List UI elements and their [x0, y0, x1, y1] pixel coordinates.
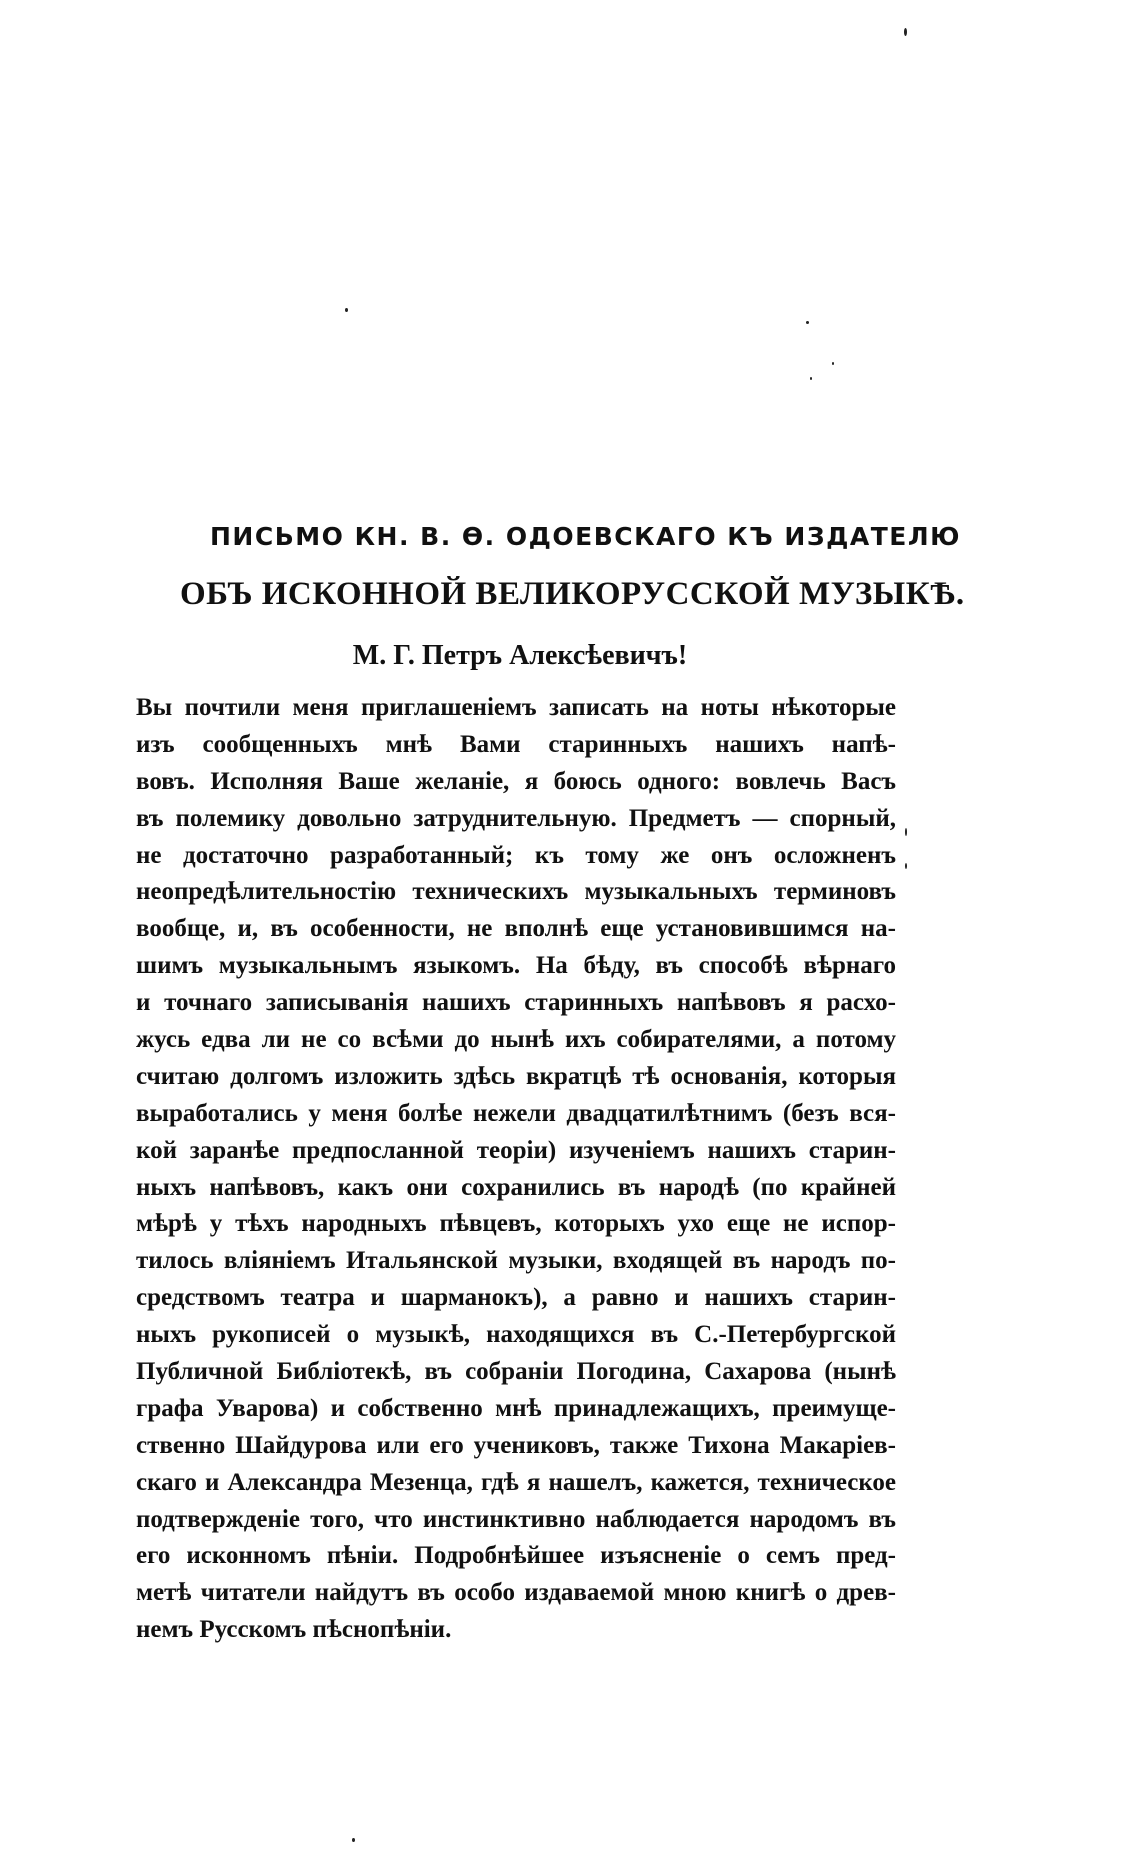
letter-header: ПИСЬМО КН. В. Ѳ. ОДОЕВСКАГО КЪ ИЗДАТЕЛЮ	[210, 522, 961, 551]
print-speck	[352, 1838, 355, 1842]
body-line: не достаточно разработанный; къ тому же онъ осложненъ	[136, 841, 896, 869]
body-line: и точнаго записыванія нашихъ старинныхъ напѣвовъ я расхо-	[136, 989, 896, 1017]
print-speck	[832, 362, 834, 365]
print-speck	[905, 863, 907, 869]
body-line: немъ Русскомъ пѣснопѣніи.	[136, 1616, 452, 1644]
body-line: шимъ музыкальнымъ языкомъ. На бѣду, въ способѣ вѣрнаго	[136, 952, 896, 980]
body-line: мѣрѣ у тѣхъ народныхъ пѣвцевъ, которыхъ ухо еще не испор-	[136, 1210, 896, 1238]
body-line: графа Уварова) и собственно мнѣ принадлежащихъ, преимуще-	[136, 1394, 896, 1422]
body-line: вовъ. Исполняя Ваше желаніе, я боюсь одного: вовлечь Васъ	[136, 767, 896, 795]
print-speck	[806, 321, 809, 324]
salutation: М. Г. Петръ Алексѣевичъ!	[352, 640, 688, 671]
body-line: вообще, и, въ особенности, не вполнѣ еще установившимся на-	[136, 915, 896, 943]
body-line: Публичной Библіотекѣ, въ собраніи Погодина, Сахарова (нынѣ	[136, 1358, 896, 1386]
body-line: Вы почтили меня приглашеніемъ записать на ноты нѣкоторые	[136, 694, 896, 721]
print-speck	[810, 377, 812, 380]
body-line: въ полемику довольно затруднительную. Предметъ — спорный,	[136, 804, 896, 832]
body-line: изъ сообщенныхъ мнѣ Вами старинныхъ нашихъ напѣ-	[136, 730, 896, 758]
body-line: неопредѣлительностію техническихъ музыкальныхъ терминовъ	[136, 878, 896, 906]
print-speck	[904, 28, 907, 36]
body-line: тилось вліяніемъ Итальянской музыки, входящей въ народъ по-	[136, 1247, 896, 1275]
body-line: кой заранѣе предпосланной теоріи) изученіемъ нашихъ старин-	[136, 1136, 896, 1164]
body-line: подтвержденіе того, что инстинктивно наблюдается народомъ въ	[136, 1505, 896, 1533]
body-line: ныхъ напѣвовъ, какъ они сохранились въ народѣ (по крайней	[136, 1173, 896, 1201]
print-speck	[345, 308, 348, 312]
print-speck	[905, 828, 907, 836]
body-line: метѣ читатели найдутъ въ особо издаваемой мною книгѣ о древ-	[136, 1579, 896, 1607]
body-line: ныхъ рукописей о музыкѣ, находящихся въ С.-Петербургской	[136, 1321, 896, 1349]
letter-title: ОБЪ ИСКОННОЙ ВЕЛИКОРУССКОЙ МУЗЫКѢ.	[180, 576, 965, 612]
body-line: скаго и Александра Мезенца, гдѣ я нашелъ, кажется, техническое	[136, 1468, 896, 1496]
body-line: его исконномъ пѣніи. Подробнѣйшее изъясненіе о семъ пред-	[136, 1542, 896, 1570]
body-line: жусь едва ли не со всѣми до нынѣ ихъ собирателями, а потому	[136, 1026, 896, 1054]
body-line: выработались у меня болѣе нежели двадцатилѣтнимъ (безъ вся-	[136, 1099, 896, 1127]
letter-body	[136, 690, 896, 1649]
body-line: ственно Шайдурова или его учениковъ, также Тихона Макаріев-	[136, 1431, 896, 1459]
body-line: считаю долгомъ изложить здѣсь вкратцѣ тѣ основанія, которыя	[136, 1062, 896, 1090]
body-line: средствомъ театра и шарманокъ), а равно и нашихъ старин-	[136, 1284, 896, 1312]
